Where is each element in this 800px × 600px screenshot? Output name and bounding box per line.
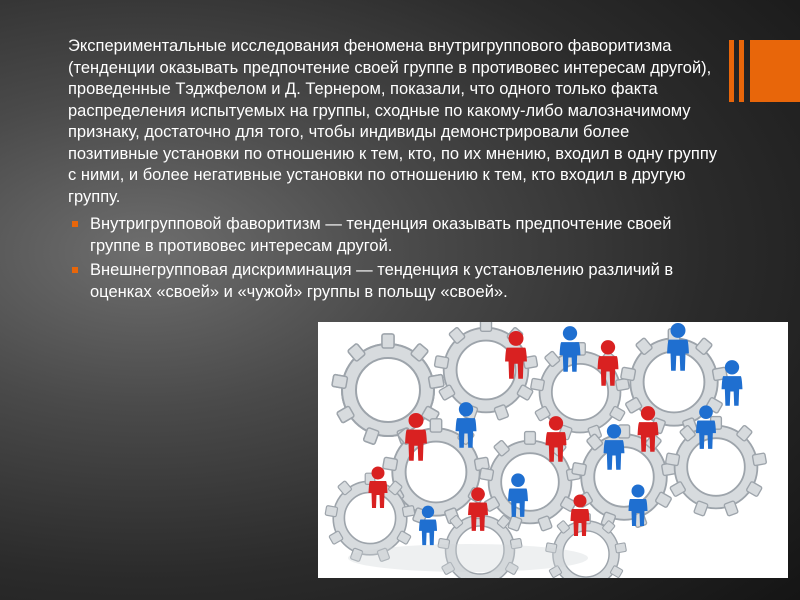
accent-line-inner	[739, 40, 744, 102]
slide-content	[68, 36, 720, 306]
accent-decoration	[725, 40, 800, 102]
list-item-label: Внешнегрупповая дискриминация — тенденция к установлению различий в оценках «своей» и «чужой» группы в польщу «своей».	[90, 261, 674, 301]
square-bullet-icon	[72, 267, 78, 273]
list-item	[68, 260, 720, 303]
square-bullet-icon	[72, 221, 78, 227]
gears-people-illustration	[318, 322, 788, 578]
list-item-label: Внутригрупповой фаворитизм — тенденция оказывать предпочтение своей группе в противовес интересам другой.	[90, 215, 672, 255]
body-paragraph: Экспериментальные исследования феномена внутригруппового фаворитизма (тенденции оказывать предпочтение своей группе в противовес интересам другой), проведенные Тэджфелом и Д. Тернером, показали, что одного только факта распределения испытуемых на группы, сходные по какому-либо малозначимому признаку, достаточно для того, чтобы индивиды демонстрировали более позитивные установки по отношению к тем, кто, по их мнению, входил в одну группу с ними, и более негативные установки по отношению к тем, кто входил в другую группу.	[68, 37, 718, 206]
list-item	[68, 214, 720, 257]
illustration-svg	[318, 322, 788, 578]
accent-line-outer	[729, 40, 734, 102]
accent-block	[750, 40, 800, 102]
bullet-list	[68, 214, 720, 303]
